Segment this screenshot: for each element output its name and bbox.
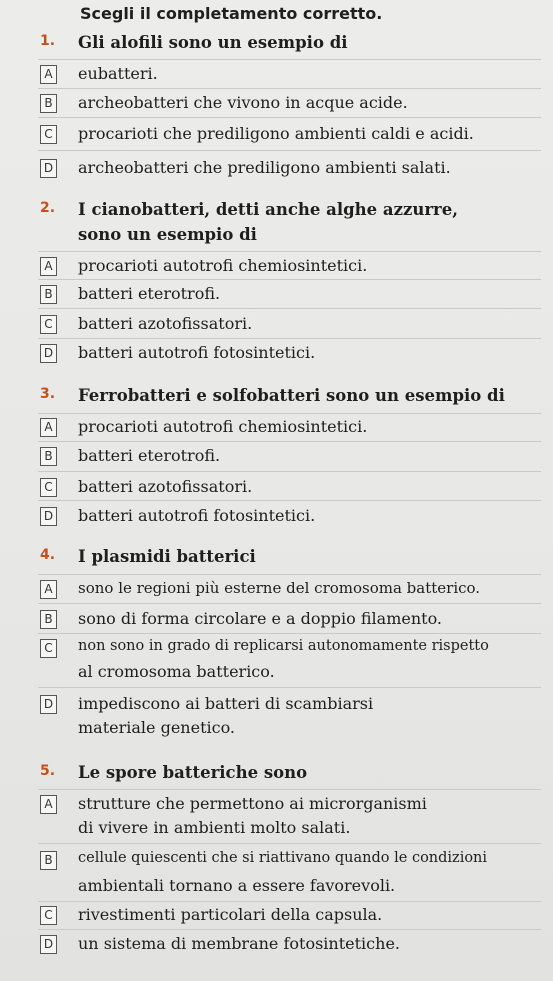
option-letter-box: A	[40, 580, 57, 599]
option-text: batteri autotrofi fotosintetici.	[78, 506, 316, 525]
option-text: batteri azotofissatori.	[78, 477, 253, 496]
divider	[38, 150, 541, 151]
option-text: batteri azotofissatori.	[78, 314, 253, 333]
option-text: batteri eterotrofi.	[78, 446, 221, 465]
option-letter-box: C	[40, 315, 57, 334]
option-letter-box: C	[40, 125, 57, 144]
divider	[38, 117, 541, 118]
option-text: procarioti che prediligono ambienti caldi e acidi.	[78, 124, 474, 143]
option-letter-box: A	[40, 257, 57, 276]
option-text: un sistema di membrane fotosintetiche.	[78, 934, 400, 953]
question-text: I plasmidi batterici	[78, 547, 256, 566]
divider	[38, 59, 541, 60]
option-letter-box: C	[40, 906, 57, 925]
divider	[38, 633, 541, 634]
divider	[38, 500, 541, 501]
divider	[38, 279, 541, 280]
page-title: Scegli il completamento corretto.	[80, 4, 383, 23]
divider	[38, 901, 541, 902]
option-letter-box: B	[40, 851, 57, 870]
option-letter-box: A	[40, 418, 57, 437]
option-letter-box: A	[40, 65, 57, 84]
option-text: batteri autotrofi fotosintetici.	[78, 343, 316, 362]
divider	[38, 308, 541, 309]
divider	[38, 338, 541, 339]
option-letter-box: D	[40, 344, 57, 363]
option-text: sono le regioni più esterne del cromosoma batterico.	[78, 579, 481, 597]
divider	[38, 574, 541, 575]
question-number: 4.	[40, 547, 56, 563]
option-text: procarioti autotrofi chemiosintetici.	[78, 417, 368, 436]
option-text: cellule quiescenti che si riattivano quando le condizioni	[78, 850, 488, 866]
option-letter-box: B	[40, 285, 57, 304]
option-letter-box: A	[40, 795, 57, 814]
option-letter-box: B	[40, 447, 57, 466]
option-text: non sono in grado di replicarsi autonomamente rispetto	[78, 638, 489, 654]
option-text-continued: al cromosoma batterico.	[78, 662, 275, 681]
divider	[38, 789, 541, 790]
divider	[38, 687, 541, 688]
option-letter-box: B	[40, 94, 57, 113]
option-letter-box: D	[40, 695, 57, 714]
option-text-continued: di vivere in ambienti molto salati.	[78, 818, 351, 837]
option-text: impediscono ai batteri di scambiarsi	[78, 694, 374, 713]
divider	[38, 603, 541, 604]
question-number: 1.	[40, 33, 56, 49]
question-text: Gli alofili sono un esempio di	[78, 33, 348, 52]
option-letter-box: C	[40, 478, 57, 497]
option-text-continued: ambientali tornano a essere favorevoli.	[78, 876, 396, 895]
divider	[38, 251, 541, 252]
question-number: 2.	[40, 200, 56, 216]
option-text-continued: materiale genetico.	[78, 718, 236, 737]
option-text: batteri eterotrofi.	[78, 284, 221, 303]
option-text: sono di forma circolare e a doppio filamento.	[78, 609, 443, 628]
option-letter-box: D	[40, 507, 57, 526]
option-text: rivestimenti particolari della capsula.	[78, 905, 383, 924]
question-text: Le spore batteriche sono	[78, 763, 308, 782]
option-letter-box: D	[40, 159, 57, 178]
option-text: procarioti autotrofi chemiosintetici.	[78, 256, 368, 275]
option-letter-box: B	[40, 610, 57, 629]
divider	[38, 929, 541, 930]
divider	[38, 88, 541, 89]
question-text: I cianobatteri, detti anche alghe azzurre,	[78, 200, 458, 219]
option-text: eubatteri.	[78, 64, 158, 83]
option-text: strutture che permettono ai microrganismi	[78, 794, 427, 813]
question-number: 5.	[40, 763, 56, 779]
divider	[38, 843, 541, 844]
divider	[38, 441, 541, 442]
divider	[38, 471, 541, 472]
question-text: Ferrobatteri e solfobatteri sono un esempio di	[78, 386, 505, 405]
question-text-continued: sono un esempio di	[78, 225, 257, 244]
divider	[38, 413, 541, 414]
question-number: 3.	[40, 386, 56, 402]
option-text: archeobatteri che prediligono ambienti salati.	[78, 158, 451, 177]
option-letter-box: C	[40, 639, 57, 658]
option-letter-box: D	[40, 935, 57, 954]
option-text: archeobatteri che vivono in acque acide.	[78, 93, 408, 112]
